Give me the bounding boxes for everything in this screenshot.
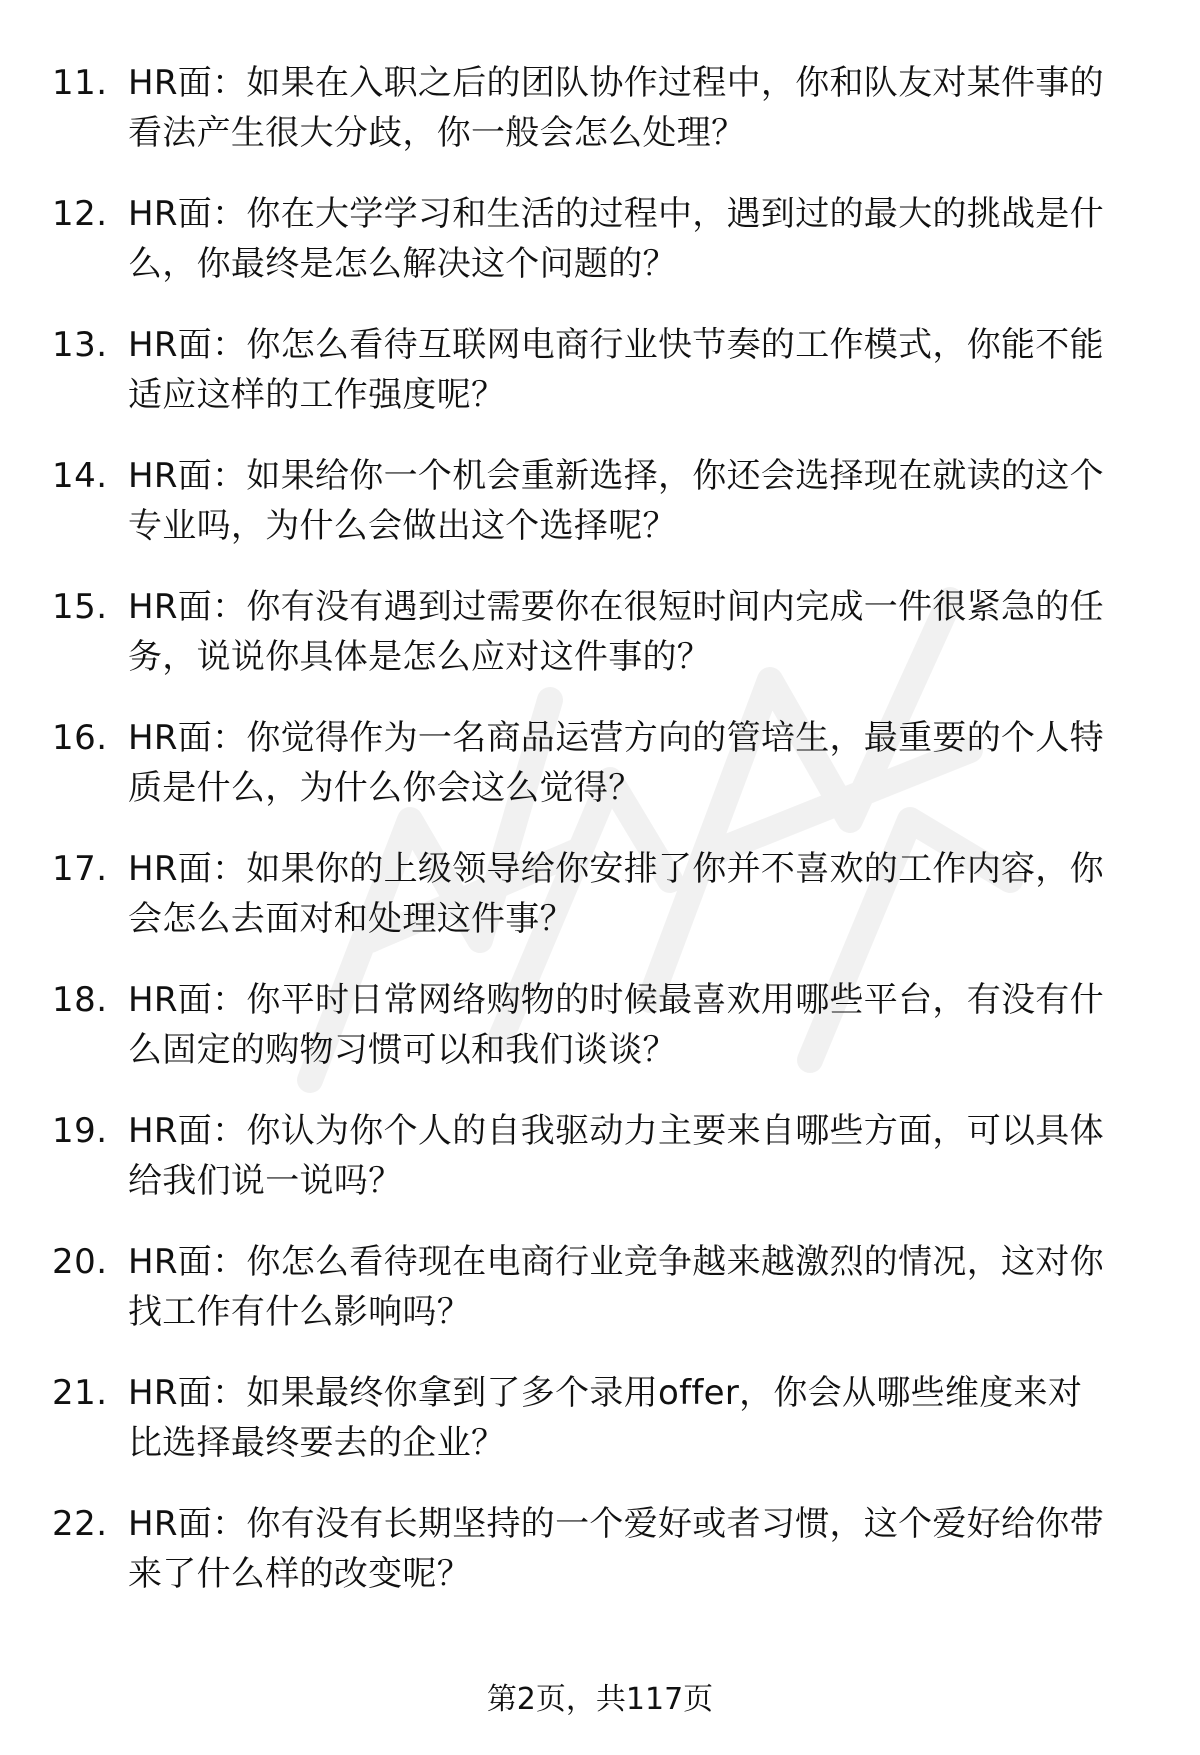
question-text: HR面：你在大学学习和生活的过程中，遇到过的最大的挑战是什 么，你最终是怎么解决这个问题的？ — [128, 194, 1104, 284]
question-text: HR面：你认为你个人的自我驱动力主要来自哪些方面，可以具体 给我们说一说吗？ — [128, 1111, 1104, 1201]
question-item — [52, 58, 1162, 189]
question-number: 18. — [52, 980, 108, 1020]
question-text: HR面：你怎么看待互联网电商行业快节奏的工作模式，你能不能 适应这样的工作强度呢？ — [128, 325, 1104, 415]
page-footer: 第2页，共117页 — [486, 1682, 714, 1717]
question-text: HR面：你怎么看待现在电商行业竞争越来越激烈的情况，这对你 找工作有什么影响吗？ — [128, 1242, 1104, 1332]
question-text: HR面：如果给你一个机会重新选择，你还会选择现在就读的这个 专业吗，为什么会做出这个选择呢？ — [128, 456, 1104, 546]
question-item — [52, 1499, 1162, 1630]
question-number: 19. — [52, 1111, 108, 1151]
question-text: HR面：你有没有遇到过需要你在很短时间内完成一件很紧急的任 务，说说你具体是怎么应对这件事的？ — [128, 587, 1104, 677]
question-number: 13. — [52, 325, 108, 365]
question-number: 12. — [52, 194, 108, 234]
question-number: 15. — [52, 587, 108, 627]
question-number: 11. — [52, 63, 108, 103]
question-item — [52, 1106, 1162, 1237]
question-number: 14. — [52, 456, 108, 496]
question-item — [52, 451, 1162, 582]
question-item — [52, 189, 1162, 320]
question-number: 20. — [52, 1242, 108, 1282]
question-item — [52, 713, 1162, 844]
question-item — [52, 320, 1162, 451]
question-text: HR面：如果最终你拿到了多个录用offer，你会从哪些维度来对 比选择最终要去的企业？ — [128, 1373, 1083, 1463]
question-text: HR面：你平时日常网络购物的时候最喜欢用哪些平台，有没有什 么固定的购物习惯可以和我们谈谈？ — [128, 980, 1104, 1070]
question-item — [52, 1237, 1162, 1368]
question-list — [52, 58, 1162, 1630]
question-number: 22. — [52, 1504, 108, 1544]
question-number: 17. — [52, 849, 108, 889]
question-item — [52, 582, 1162, 713]
question-number: 16. — [52, 718, 108, 758]
question-text: HR面：如果在入职之后的团队协作过程中，你和队友对某件事的 看法产生很大分歧，你一般会怎么处理？ — [128, 63, 1104, 153]
question-item — [52, 1368, 1162, 1499]
question-item — [52, 844, 1162, 975]
question-text: HR面：你觉得作为一名商品运营方向的管培生，最重要的个人特 质是什么，为什么你会这么觉得？ — [128, 718, 1104, 808]
question-number: 21. — [52, 1373, 108, 1413]
question-text: HR面：你有没有长期坚持的一个爱好或者习惯，这个爱好给你带 来了什么样的改变呢？ — [128, 1504, 1104, 1594]
question-text: HR面：如果你的上级领导给你安排了你并不喜欢的工作内容，你 会怎么去面对和处理这件事？ — [128, 849, 1104, 939]
question-item — [52, 975, 1162, 1106]
